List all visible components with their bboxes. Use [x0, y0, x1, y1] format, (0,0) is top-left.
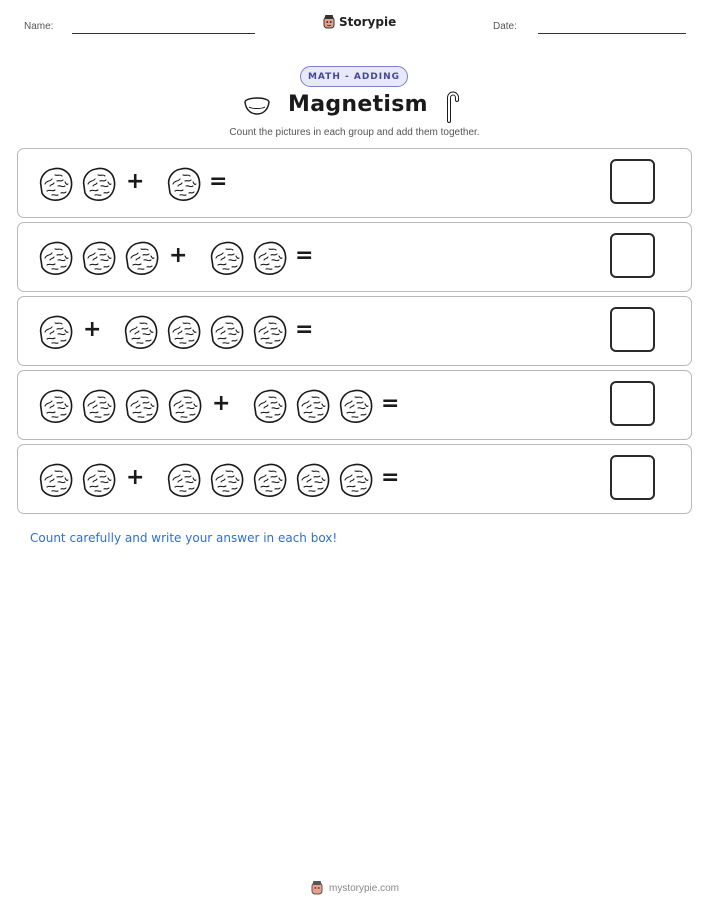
equals-sign: = — [295, 243, 314, 268]
worksheet-header — [0, 0, 709, 60]
problem-row — [17, 444, 692, 514]
rock-icon — [163, 460, 203, 500]
subject-badge: MATH - ADDING — [300, 66, 408, 87]
answer-box[interactable] — [610, 381, 655, 426]
rock-icon — [206, 460, 246, 500]
rock-icon — [163, 164, 203, 204]
rock-icon — [163, 312, 203, 352]
name-label: Name: — [24, 21, 54, 32]
problem-row — [17, 148, 692, 218]
name-field-line[interactable] — [72, 33, 255, 34]
rock-icon — [249, 386, 289, 426]
plus-sign: + — [83, 317, 102, 342]
rock-icon — [120, 312, 160, 352]
answer-box[interactable] — [610, 455, 655, 500]
rock-icon — [335, 460, 375, 500]
rock-icon — [206, 312, 246, 352]
cane-icon — [442, 89, 460, 123]
problem-row — [17, 296, 692, 366]
equals-sign: = — [381, 465, 400, 490]
equals-sign: = — [381, 391, 400, 416]
plus-sign: + — [169, 243, 188, 268]
rock-icon — [249, 238, 289, 278]
plus-sign: + — [126, 169, 145, 194]
rock-icon — [78, 386, 118, 426]
rock-icon — [35, 386, 75, 426]
instructions: Count the pictures in each group and add them together. — [229, 127, 480, 138]
plus-sign: + — [212, 391, 231, 416]
equals-sign: = — [295, 317, 314, 342]
plus-sign: + — [126, 465, 145, 490]
answer-box[interactable] — [610, 159, 655, 204]
rock-icon — [249, 460, 289, 500]
rock-icon — [78, 238, 118, 278]
bowl-icon — [243, 95, 271, 117]
brand-name: Storypie — [339, 15, 397, 29]
rock-icon — [292, 386, 332, 426]
rock-icon — [78, 164, 118, 204]
date-label: Date: — [493, 21, 517, 32]
rock-icon — [292, 460, 332, 500]
footer-note: Count carefully and write your answer in each box! — [30, 531, 338, 545]
worksheet-title: Magnetism — [288, 92, 428, 117]
rock-icon — [164, 386, 204, 426]
rock-icon — [35, 312, 75, 352]
storypie-mascot-icon — [310, 880, 324, 896]
answer-box[interactable] — [610, 307, 655, 352]
equals-sign: = — [209, 169, 228, 194]
problem-row — [17, 222, 692, 292]
footer-site: mystorypie.com — [328, 882, 399, 894]
rock-icon — [35, 164, 75, 204]
brand-logo — [322, 13, 396, 31]
rock-icon — [35, 460, 75, 500]
rock-icon — [206, 238, 246, 278]
rock-icon — [335, 386, 375, 426]
storypie-mascot-icon — [322, 14, 336, 30]
date-field-line[interactable] — [538, 33, 686, 34]
rock-icon — [249, 312, 289, 352]
answer-box[interactable] — [610, 233, 655, 278]
rock-icon — [121, 238, 161, 278]
rock-icon — [121, 386, 161, 426]
rock-icon — [78, 460, 118, 500]
problem-row — [17, 370, 692, 440]
footer — [0, 880, 709, 896]
rock-icon — [35, 238, 75, 278]
